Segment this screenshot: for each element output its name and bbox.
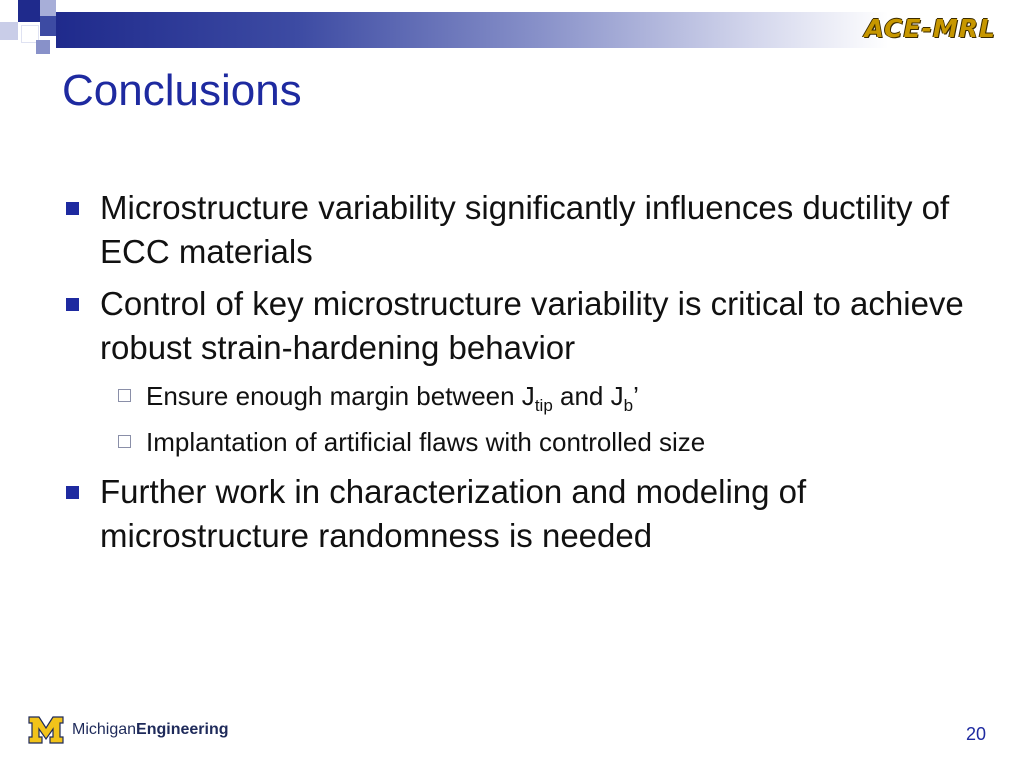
bullet-text: Control of key microstructure variability is critical to achieve robust strain-hardening behavior [100, 285, 964, 366]
deco-square [18, 0, 40, 22]
michigan-engineering-logo [28, 714, 228, 746]
bullet-square-icon [66, 298, 79, 311]
deco-square [40, 0, 56, 16]
deco-square [36, 40, 50, 54]
hollow-square-icon [118, 435, 131, 448]
slide-title: Conclusions [62, 66, 302, 115]
subscript-tip: tip [534, 396, 553, 415]
deco-square [0, 22, 18, 40]
sub-bullet-item [60, 376, 980, 416]
bullet-square-icon [66, 486, 79, 499]
bullet-square-icon [66, 202, 79, 215]
sub-bullet-text: Ensure enough margin between $J_{tip}$ and $J_b$’ [146, 381, 639, 415]
hollow-square-icon [118, 389, 131, 402]
deco-square [40, 16, 56, 36]
brand-logo: ACE-MRL [864, 14, 996, 43]
sub-bullet-item [60, 422, 980, 462]
block-m-icon [28, 714, 64, 746]
subscript-b: b [623, 396, 634, 415]
sub-bullet-text: Implantation of artificial flaws with controlled size [146, 427, 706, 457]
bullet-item [60, 186, 980, 274]
bullet-text: Microstructure variability significantly influences ductility of ECC materials [100, 189, 950, 270]
bullet-list [60, 186, 980, 566]
bullet-item [60, 282, 980, 370]
logo-wordmark: MichiganEngineering [72, 721, 229, 738]
bullet-text: Further work in characterization and modeling of microstructure randomness is needed [100, 473, 807, 554]
bullet-item [60, 470, 980, 558]
page-number: 20 [965, 724, 986, 744]
